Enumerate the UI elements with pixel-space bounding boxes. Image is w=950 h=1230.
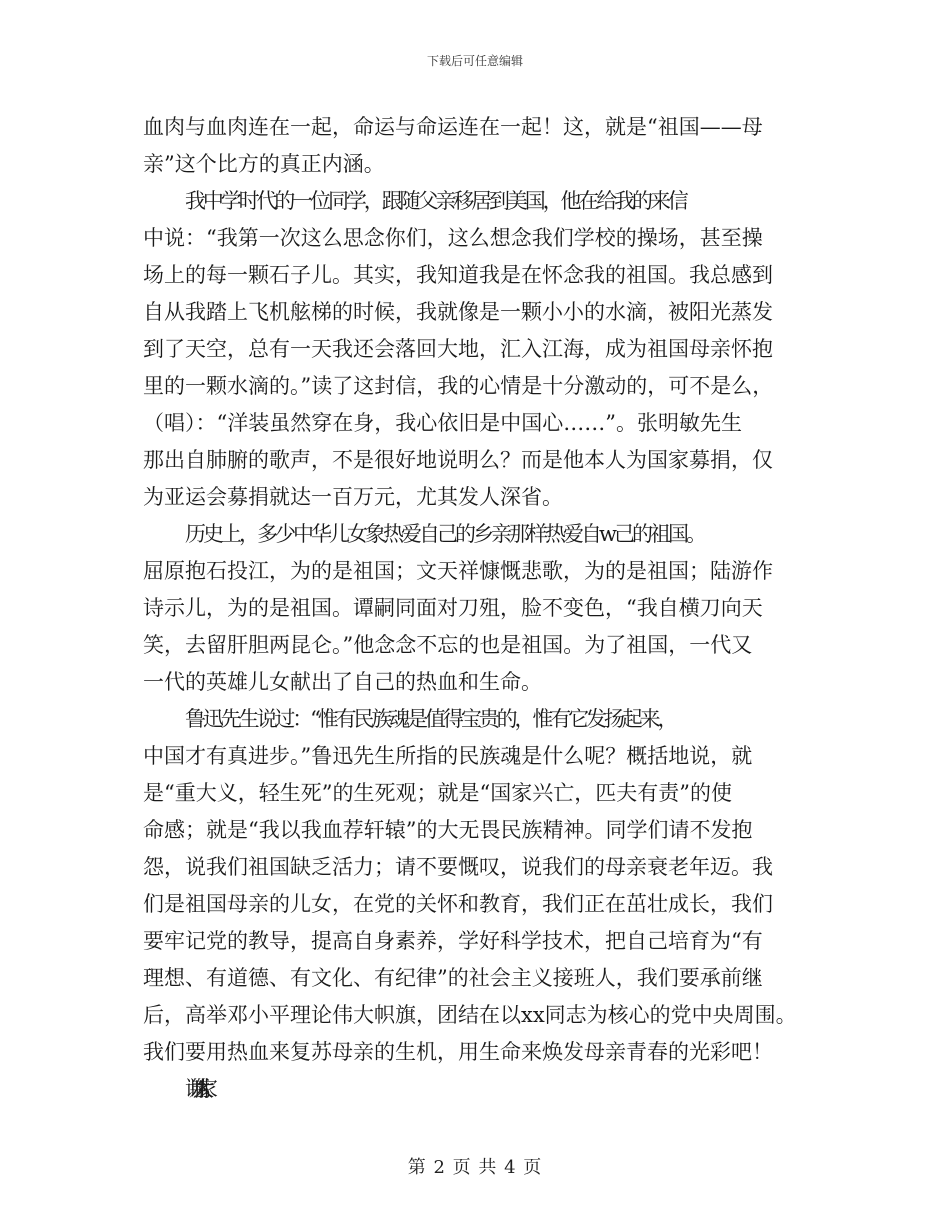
- text-line: 诗示儿，为的是祖国。谭嗣同面对刀殂，脸不变色，“我自横刀向天: [143, 596, 763, 620]
- text-line: 谢谢大家: [185, 1077, 201, 1101]
- page-header: 下载后可任意编辑: [426, 54, 523, 68]
- text-line: 到了天空，总有一天我还会落回大地，汇入江海，成为祖国母亲怀抱: [143, 337, 773, 361]
- text-line: 场上的每一颗石子儿。其实，我知道我是在怀念我的祖国。我总感到: [143, 263, 773, 287]
- text-line: 里的一颗水滴的。”读了这封信，我的心情是十分激动的，可不是么，: [143, 374, 774, 398]
- text-line: 笑，去留肝胆两昆仑。”他念念不忘的也是祖国。为了祖国，一代又: [143, 633, 753, 657]
- text-line: 亲”这个比方的真正内涵。: [143, 152, 385, 176]
- text-line: 一代的英雄儿女献出了自己的热血和生命。: [143, 670, 542, 694]
- text-line: 历史上，多少中华儿女象热爱自己的乡亲那样热爱自w己的祖国。: [185, 522, 704, 546]
- text-line: 们是祖国母亲的儿女，在党的关怀和教育，我们正在茁壮成长，我们: [143, 892, 773, 916]
- text-line: 屈原抱石投江，为的是祖国；文天祥慷慨悲歌，为的是祖国；陆游作: [143, 559, 773, 583]
- text-line: 要牢记党的教导，提高自身素养，学好科学技术，把自己培育为“有: [143, 929, 763, 953]
- text-line: （唱）：“洋装虽然穿在身，我心依旧是中国心……”。张明敏先生: [143, 411, 742, 435]
- text-line: 命感；就是“我以我血荐轩辕”的大无畏民族精神。同学们请不发抱: [143, 818, 753, 842]
- text-line: 为亚运会募捐就达一百万元，尤其发人深省。: [143, 485, 563, 509]
- text-line: 我中学时代的一位同学，跟随父亲移居到美国，他在给我的来信: [185, 189, 686, 213]
- text-line: 我们要用热血来复苏母亲的生机，用生命来焕发母亲青春的光彩吧！: [143, 1040, 773, 1064]
- text-line: 自从我踏上飞机舷梯的时候，我就像是一颗小小的水滴，被阳光蒸发: [143, 300, 773, 324]
- text-line: 中国才有真进步。”鲁迅先生所指的民族魂是什么呢？概括地说，就: [143, 744, 753, 768]
- text-line: 后，高举邓小平理论伟大帜旗，团结在以xx同志为核心的党中央周围。: [143, 1003, 797, 1027]
- document-body: [143, 109, 813, 1108]
- text-line: 是“重大义，轻生死”的生死观；就是“国家兴亡，匹夫有责”的使: [143, 781, 732, 805]
- text-line: 怨，说我们祖国缺乏活力；请不要慨叹，说我们的母亲衰老年迈。我: [143, 855, 773, 879]
- text-line: 那出自肺腑的歌声，不是很好地说明么？而是他本人为国家募捐，仅: [143, 448, 773, 472]
- text-line: 中说：“我第一次这么思念你们，这么想念我们学校的操场，甚至操: [143, 226, 763, 250]
- page-footer: 第 2 页 共 4 页: [407, 1157, 543, 1178]
- text-line: 血肉与血肉连在一起，命运与命运连在一起！这，就是“祖国——母: [143, 115, 763, 139]
- text-line: 理想、有道德、有文化、有纪律”的社会主义接班人，我们要承前继: [143, 966, 763, 990]
- text-line: 鲁迅先生说过：“惟有民族魂是值得宝贵的，惟有它发扬起来，: [185, 707, 676, 731]
